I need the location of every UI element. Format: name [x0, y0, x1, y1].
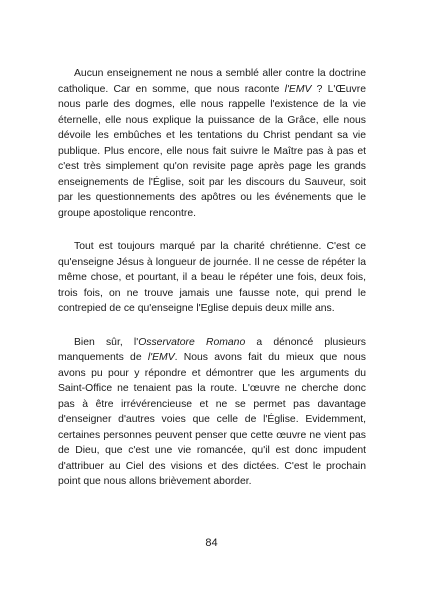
paragraph-3-segment-1: Bien sûr, l' — [74, 336, 139, 348]
paragraph-1-segment-3: ? L'Œuvre nous parle des dogmes, elle nous rappelle l'existence de la vie éternelle, elle nous explique la puissance de la Grâce, elle nous dévoile les embûches et les tentations du Christ pendant sa vie publique. Plus encore, elle nous fait suivre le Maître pas à pas et c'est très simplement qu'on revisite page après page les grands enseignements de l'Église, soit par les discours du Sauveur, soit par les questionnements des apôtres ou les événements que le groupe apostolique rencontre. — [58, 83, 366, 219]
paragraph-3-segment-5: . Nous avons fait du mieux que nous avons pu pour y répondre et démontrer que les arguments du Saint-Office ne tenaient pas la route. L'œuvre ne cherche donc pas à être irrévérencieuse et ne se permet pas davantage d'enseigner d'autres voies que celle de l'Église. Evidemment, certaines personnes peuvent penser que cette œuvre ne vient pas de Dieu, que c'est une vie romancée, qu'il est donc impudent d'attribuer au Ciel des visions et des dictées. C'est le prochain point que nous allons brièvement aborder. — [58, 352, 366, 487]
body-text — [58, 66, 366, 508]
paragraph-3 — [58, 335, 366, 490]
paragraph-1-segment-1: Aucun enseignement ne nous a semblé aller contre la doctrine catholique. Car en somme, que nous raconte — [58, 68, 366, 95]
paragraph-1-segment-2: l'EMV — [284, 83, 312, 95]
paragraph-3-segment-3: a dénoncé plusieurs manquements de — [58, 336, 366, 363]
paragraph-2-segment-1: Tout est toujours marqué par la charité chrétienne. C'est ce qu'enseigne Jésus à longueur de journée. Il ne cesse de répéter la même chose, et pourtant, il a beau le répéter une fois, deux fois, trois fois, on ne trouve jamais une fausse note, qui prend le contrepied de ce qu'enseigne l'Eglise depuis deux mille ans. — [58, 241, 366, 314]
paragraph-3-segment-2: Osservatore Romano — [138, 336, 246, 348]
page-number: 84 — [205, 537, 218, 549]
paragraph-2 — [58, 239, 366, 317]
paragraph-3-segment-4: l'EMV — [147, 352, 175, 363]
paragraph-1 — [58, 66, 366, 221]
